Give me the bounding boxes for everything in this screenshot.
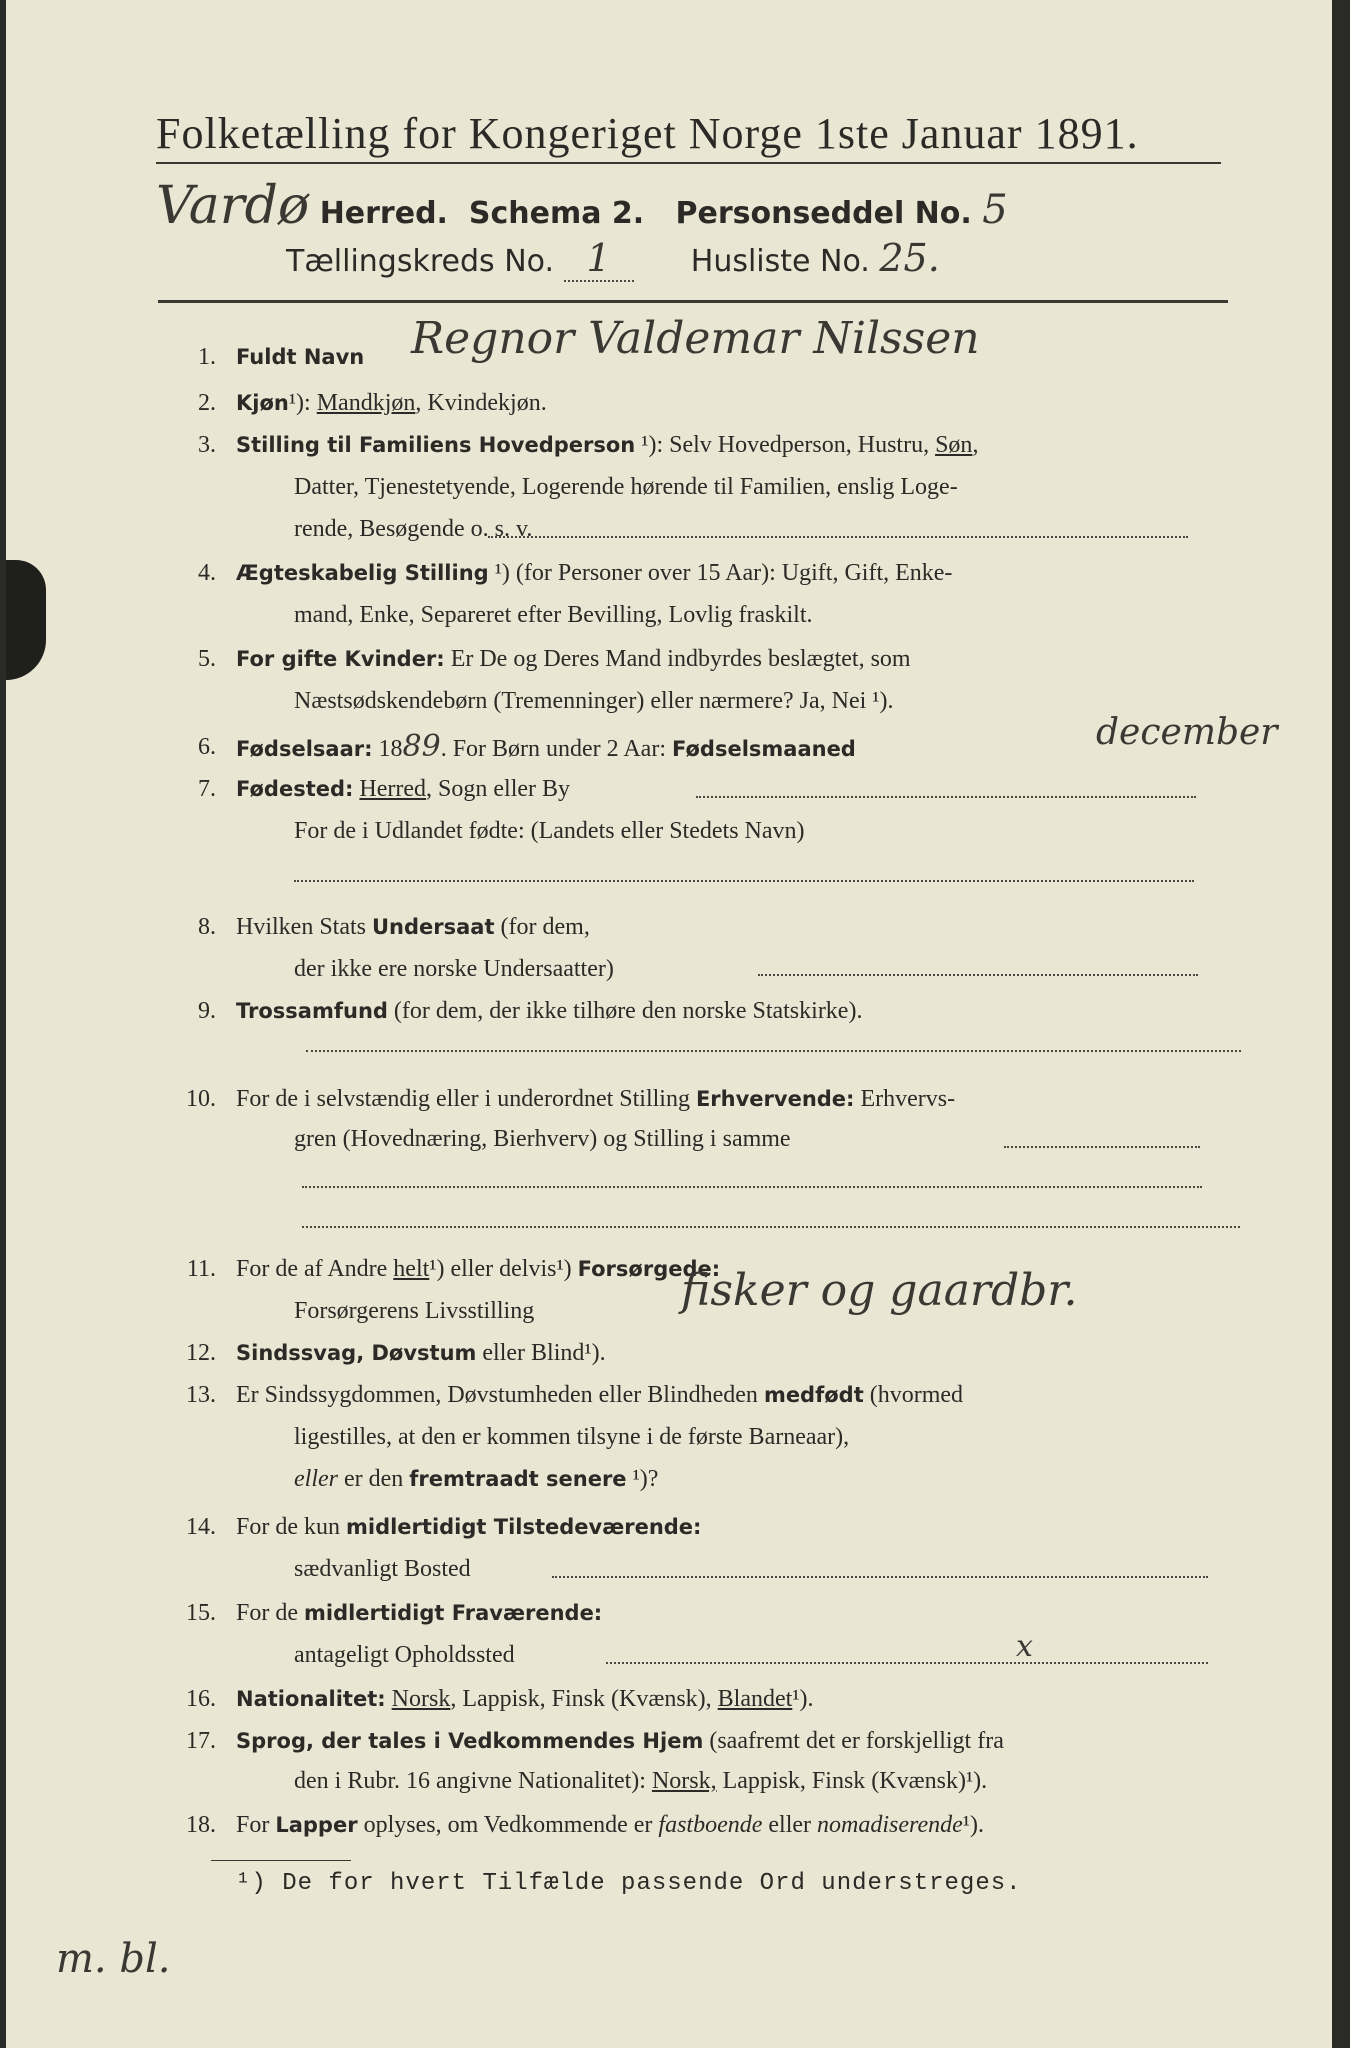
- field-1-label: Fuldt Navn: [236, 345, 365, 369]
- tellingskreds-line: [286, 236, 940, 282]
- herred-label: Herred.: [319, 196, 448, 231]
- birth-month-value: december: [1096, 712, 1278, 753]
- footnote-rule: [211, 1860, 351, 1861]
- opholdssted-mark: x: [1016, 1629, 1033, 1664]
- schema-header-line: [156, 176, 1236, 236]
- field-1-value: Regnor Valdemar Nilssen: [411, 313, 980, 364]
- margin-note: m. bl.: [56, 1936, 171, 1982]
- tellingskreds-number: 1: [564, 236, 634, 282]
- husliste-label: Husliste No.: [690, 244, 870, 279]
- title-underline: [156, 162, 1221, 164]
- tellingskreds-label: Tællingskreds No.: [286, 244, 554, 279]
- option-mandkjon-selected: Mandkjøn: [316, 390, 416, 416]
- personseddel-label: Personseddel No.: [675, 196, 972, 231]
- forsorger-livsstilling-value: fisker og gaardbr.: [681, 1265, 1078, 1316]
- birth-year-value: 89: [402, 729, 441, 764]
- option-son-selected: Søn: [935, 432, 973, 458]
- husliste-number: 25.: [879, 236, 940, 280]
- option-blandet-selected: Blandet: [717, 1686, 793, 1712]
- personseddel-number: 5: [982, 187, 1008, 233]
- header-rule: [158, 300, 1228, 303]
- schema-label: Schema 2.: [468, 196, 645, 231]
- form-title: Folketælling for Kongeriget Norge 1ste Januar 1891.: [156, 109, 1139, 158]
- census-form-page: Folketælling for Kongeriget Norge 1ste Januar 1891. Vardø Herred. Schema 2. Personseddel No. 5 Tællingskreds No. 1 Husliste No. 25. 1. Fuldt Navn Regnor Valdemar Nilssen 2. Kjøn¹): Mandkjøn, Kvindekjøn. 3. Stilling til Familiens Hovedperson ¹): Selv Hovedperson, Hustru, Søn, Datter, Tjenestetyende, Logerende hørende til Familien, enslig Loge- rende, Besøgende o. s. v. 4. Ægteskabelig Stilling ¹) (for Personer over 15 Aar): Ugift, Gift, Enke- mand, Enke, Separeret efter Bevilling, Lovlig fraskilt. 5. For gifte Kvinder: Er De og Deres Mand indbyrdes beslægtet, som Næstsødskendebørn (Tremenninger) eller nærmere? Ja, Nei ¹). 6. Fødselsaar: 1889. For Børn under 2 Aar: Fødselsmaaned december 7. Fødested: Herred, Sogn eller By For de i Udlandet fødte: (Landets eller Stedets Navn) 8. Hvilken Stats Undersaat (for dem, der ikke ere norske Undersaatter) 9. Trossamfund (for dem, der ikke tilhøre den norske Statskirke). 10. For de i selvstændig eller i underordnet Stilling Erhvervende: Erhvervs- gren (Hovednæring, Bierhverv) og Stilling i samme 11. For de af Andre helt¹) eller delvis¹) Forsørgede: Forsørgerens Livsstilling fisker og gaardbr. 12. Sindssvag, Døvstum eller Blind¹). 13. Er Sindssygdommen, Døvstumheden eller Blindheden medfødt (hvormed ligestilles, at den er kommen tilsyne i de første Barneaar), eller er den fremtraadt senere ¹)? 14. For de kun midlertidigt Tilstedeværende: sædvanligt Bosted 15. For de midlertidigt Fraværende: antageligt Opholdssted x 16. Nationalitet: Norsk, Lappisk, Finsk (Kvænsk), Blandet¹). 17. Sprog, der tales i Vedkommendes Hjem (saafremt det er forskjelligt fra den i Rubr. 16 angivne Nationalitet): Norsk, Lappisk, Finsk (Kvænsk)¹). 18. For Lapper oplyses, om Vedkommende er fastboende eller nomadiserende¹). ¹) De for hvert Tilfælde passende Ord understreges. m. bl.: [6, 0, 1332, 2048]
- handwritten-herred: Vardø: [156, 176, 310, 236]
- option-herred-selected: Herred: [359, 776, 427, 802]
- footnote: ¹) De for hvert Tilfælde passende Ord understreges.: [236, 1870, 1022, 1897]
